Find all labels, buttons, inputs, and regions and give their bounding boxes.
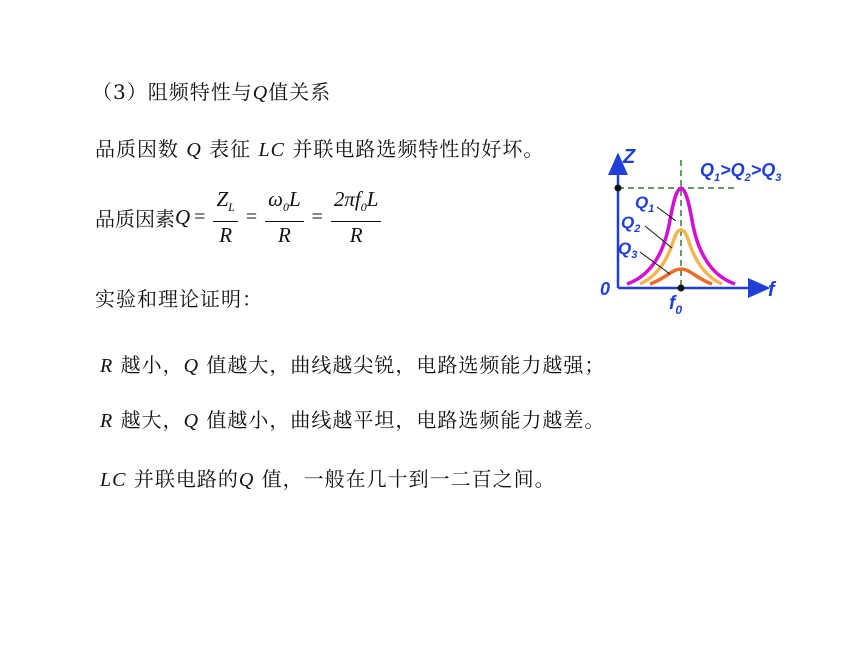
origin-label: 0: [600, 279, 611, 299]
q1-leader: [657, 207, 676, 221]
q2-leader: [645, 226, 672, 248]
f0-label: $f_0$: [669, 293, 683, 317]
q-range-text: LC 并联电路的Q 值，一般在几十到一二百之间。: [100, 467, 556, 491]
q-formula: 品质因素 Q = $\frac{Z_L}{R}$ = $\frac{\omega_0L}{R}$ = $\frac{2\pi f_0L}{R}$: [95, 187, 385, 247]
f-axis-label: f: [768, 279, 775, 301]
conclusion-small-r: R 越小，Q 值越大，曲线越尖锐，电路选频能力越强；: [100, 353, 606, 377]
curve-q1: [627, 188, 735, 284]
curve-q3: [650, 269, 712, 284]
q-definition-text: 品质因数 Q 表征 LC 并联电路选频特性的好坏。: [95, 137, 545, 161]
z-axis-label: Z: [623, 146, 636, 168]
curve-q2: [640, 230, 722, 284]
formula-label: 品质因素: [95, 206, 175, 231]
q2-curve-label: $Q_2$: [621, 213, 641, 235]
fraction-zl-over-r: $\frac{Z_L}{R}$: [213, 186, 237, 247]
fraction-w0l-over-r: $\frac{\omega_0L}{R}$: [265, 186, 304, 247]
fraction-2pif0l-over-r: $\frac{2\pi f_0L}{R}$: [331, 186, 382, 247]
peak-marker: [615, 185, 622, 192]
q1-curve-label: $Q_1$: [635, 193, 655, 215]
q-relation-label: $Q_1>Q_2>Q_3$: [700, 160, 782, 184]
q3-leader: [640, 252, 670, 274]
q3-curve-label: $Q_3$: [618, 239, 638, 261]
proof-intro-text: 实验和理论证明：: [95, 287, 263, 311]
f0-marker: [678, 285, 685, 292]
conclusion-large-r: R 越大，Q 值越小，曲线越平坦，电路选频能力越差。: [100, 408, 606, 432]
section-heading: （3）阻频特性与Q值关系: [92, 80, 332, 104]
